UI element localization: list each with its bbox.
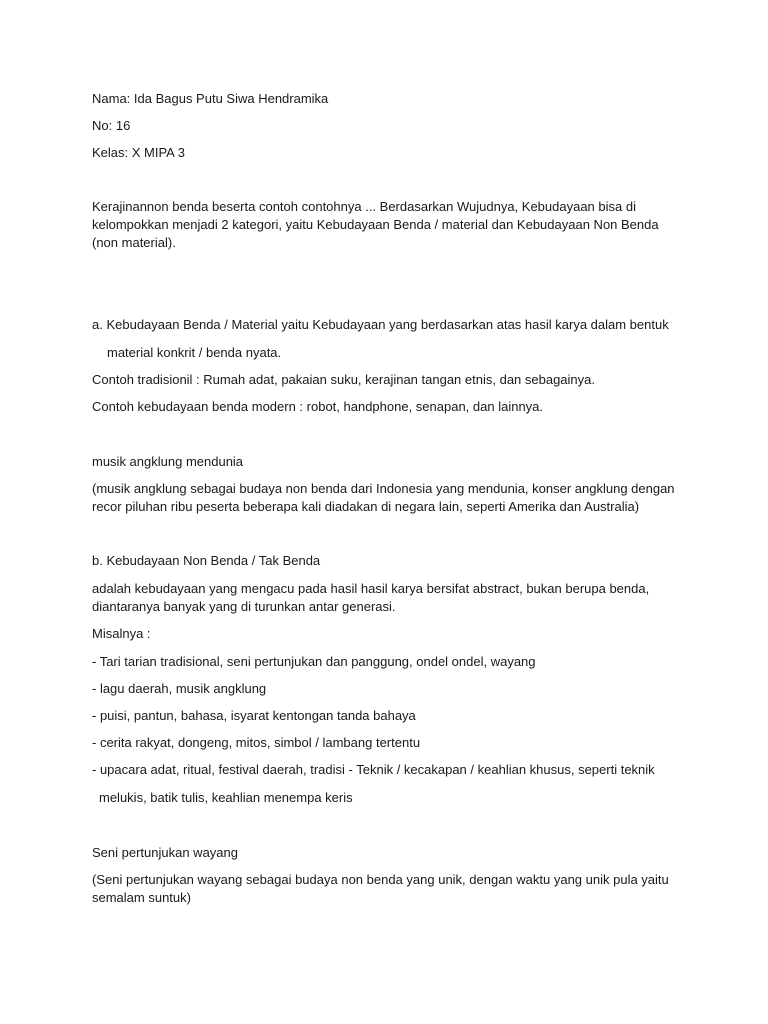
student-number: No: 16 bbox=[92, 118, 131, 133]
angklung-title: musik angklung mendunia bbox=[92, 454, 244, 469]
section-b-definition: diantaranya banyak yang di turunkan antar generasi. bbox=[92, 599, 396, 614]
list-item: - Tari tarian tradisional, seni pertunjukan dan panggung, ondel ondel, wayang bbox=[92, 654, 536, 669]
list-item: - lagu daerah, musik angklung bbox=[92, 681, 267, 696]
section-a-heading: a. Kebudayaan Benda / Material yaitu Kebudayaan yang berdasarkan atas hasil karya dalam bentuk bbox=[92, 317, 669, 332]
wayang-caption: semalam suntuk) bbox=[92, 890, 191, 905]
intro-line: kelompokkan menjadi 2 kategori, yaitu Kebudayaan Benda / material dan Kebudayaan Non Benda bbox=[92, 217, 659, 232]
section-a-traditional-example: Contoh tradisionil : Rumah adat, pakaian suku, kerajinan tangan etnis, dan sebagainya. bbox=[92, 372, 595, 387]
list-item: - puisi, pantun, bahasa, isyarat kentongan tanda bahaya bbox=[92, 708, 416, 723]
student-class: Kelas: X MIPA 3 bbox=[92, 145, 185, 160]
wayang-title: Seni pertunjukan wayang bbox=[92, 845, 238, 860]
intro-line: Kerajinannon benda beserta contoh contohnya ... Berdasarkan Wujudnya, Kebudayaan bisa di bbox=[92, 199, 636, 214]
section-a-heading-continuation: material konkrit / benda nyata. bbox=[107, 345, 282, 360]
wayang-caption: (Seni pertunjukan wayang sebagai budaya non benda yang unik, dengan waktu yang unik pula yaitu bbox=[92, 872, 669, 887]
list-item-continuation: melukis, batik tulis, keahlian menempa keris bbox=[99, 790, 353, 805]
list-item: - upacara adat, ritual, festival daerah, tradisi - Teknik / kecakapan / keahlian khusus, seperti teknik bbox=[92, 762, 655, 777]
section-b-definition: adalah kebudayaan yang mengacu pada hasil hasil karya bersifat abstract, bukan berupa benda, bbox=[92, 581, 650, 596]
section-a-modern-example: Contoh kebudayaan benda modern : robot, handphone, senapan, dan lainnya. bbox=[92, 399, 544, 414]
angklung-caption: (musik angklung sebagai budaya non benda dari Indonesia yang mendunia, konser angklung dengan bbox=[92, 481, 675, 496]
angklung-caption: recor piluhan ribu peserta beberapa kali diadakan di negara lain, seperti Amerika dan Australia) bbox=[92, 499, 640, 514]
section-b-heading: b. Kebudayaan Non Benda / Tak Benda bbox=[92, 553, 321, 568]
list-item: - cerita rakyat, dongeng, mitos, simbol / lambang tertentu bbox=[92, 735, 421, 750]
student-name: Nama: Ida Bagus Putu Siwa Hendramika bbox=[92, 91, 329, 106]
section-b-misalnya: Misalnya : bbox=[92, 626, 151, 641]
intro-line: (non material). bbox=[92, 235, 176, 250]
